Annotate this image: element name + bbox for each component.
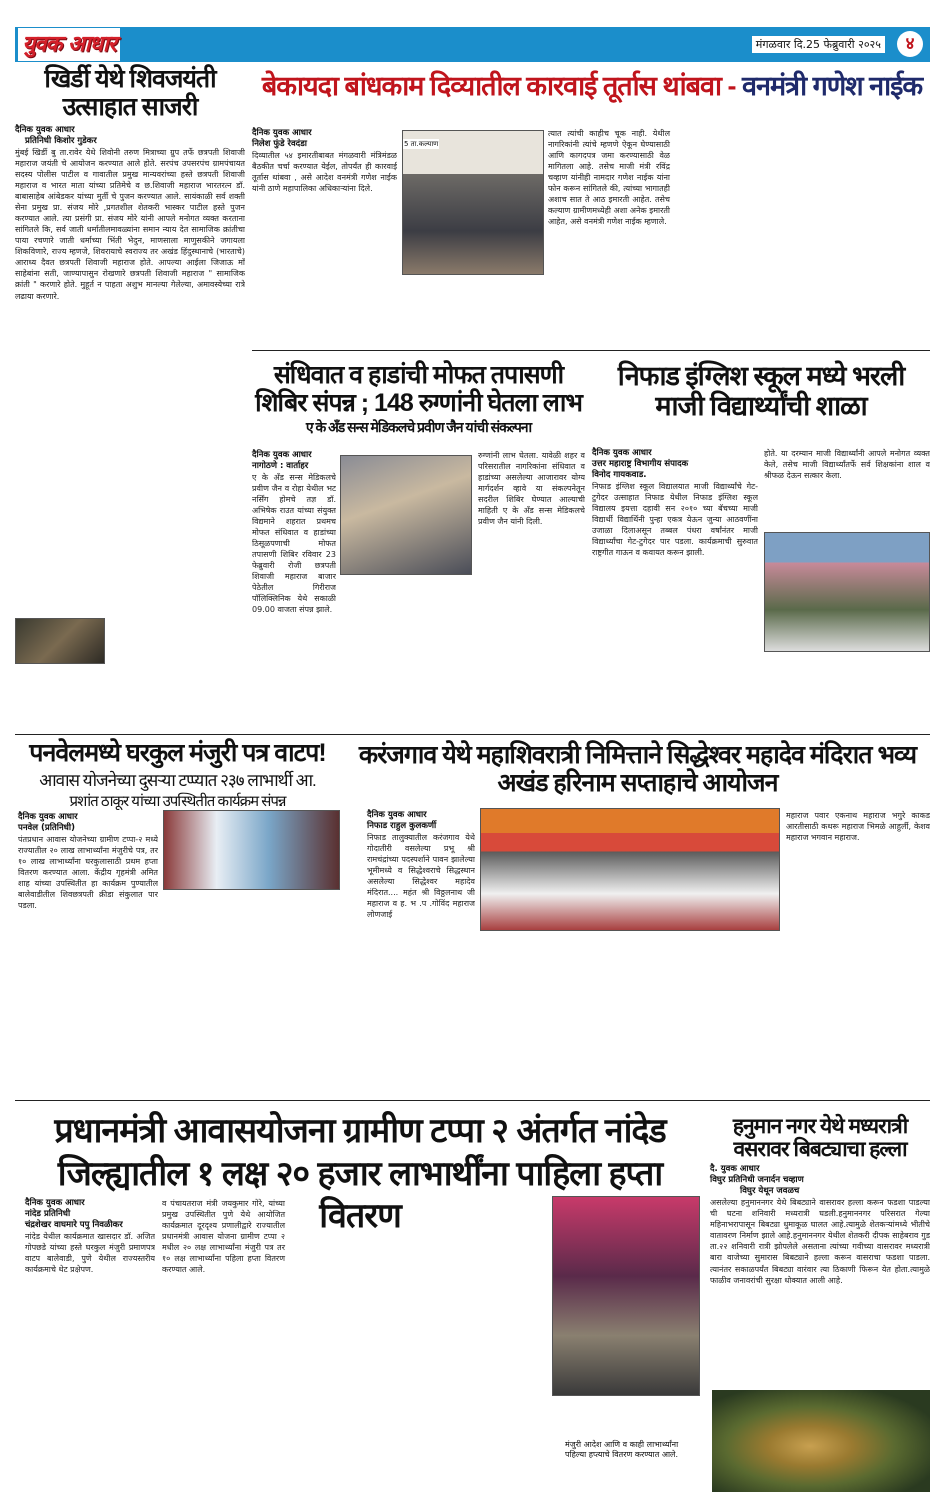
article-photo xyxy=(340,455,472,575)
article-body: रुग्णांनी लाभ घेतला. यावेळी शहर व परिसरातील नागरिकांना संधिवात व हाडांच्या असलेल्या आजारावर योग्य मार्गदर्शन व्हावे या संकल्पनेतून सदरील शिबिर घेण्यात आल्याची माहिती ए के अँड सन्स मेडिकलचे प्रवीण जैन यांनी दिली. xyxy=(478,451,585,527)
byline: दैनिक युवक आधार xyxy=(25,1198,85,1208)
article-body: दिव्यातील ५४ इमारतीबाबत मंगळवारी मंत्रिमंडळ बैठकीत चर्चा करण्यात येईल, तोपर्यंत ही कारवाई तूर्तास थांबवा , असे आदेश वनमंत्री गणेश नाईक यांनी ठाणे महापालिका अधिकाऱ्यांना दिले. xyxy=(252,151,397,194)
byline-reporter: चंद्रशेखर वाघमारे पपु निवळीकर xyxy=(25,1220,123,1231)
byline: दै. युवक आधार xyxy=(710,1164,760,1175)
byline-reporter: पनवेल (प्रतिनिधी) xyxy=(18,823,75,834)
byline: दैनिक युवक आधार xyxy=(367,810,427,820)
article-body: त्यात त्यांची काहीच चूक नाही. येथील नागरिकांनी त्यांचे म्हणणे ऐकून घेण्यासाठी आणि कागदपत्र जमा करण्यासाठी वेळ मागितला आहे. तसेच माजी मंत्री रविंद्र चव्हाण यांनीही नामदार गणेश नाईक यांना फोन करून सांगितले की, त्यांच्या भागातही अशाच सात ते आठ इमारती आहेत. तसेच कल्याण ग्रामीणमध्येही अशा अनेक इमारती आहेत, असे वनमंत्री गणेश नाईक म्हणाले. xyxy=(548,129,670,227)
article-body: होते. या दरम्यान माजी विद्यार्थ्यांनी आपले मनोगत व्यक्त केले, तसेच माजी विद्यार्थ्यांतर्फे सर्व शिक्षकांना शाल व श्रीफळ देऊन सत्कार केला. xyxy=(764,449,930,481)
article-photo xyxy=(552,1196,700,1396)
byline-place: विघुर येथून जवळच xyxy=(740,1186,800,1197)
byline-reporter: नागोठणे : वार्ताहर xyxy=(252,461,309,472)
article-body: नांदेड येथील कार्यक्रमात खासदार डॉ. अजित गोपछडे यांच्या हस्ते घरकुल मंजुरी प्रमाणपत्र वाटप बालेवाडी, पुणे येथील राज्यस्तरीय कार्यक्रमाचे थेट प्रक्षेपण. xyxy=(25,1232,155,1275)
article-nifad xyxy=(592,362,930,421)
article-body: व पंचायतराज मंत्री जयकुमार गोरे, यांच्या प्रमुख उपस्थितीत पुणे येथे आयोजित कार्यक्रमात दूरदृश्य प्रणालीद्वारे राज्यातील प्रधानमंत्री आवास योजना ग्रामीण टप्पा २ मधील २० लक्ष लाभार्थ्यांना मंजुरी पत्र तर १० लक्ष लाभार्थ्यांना पहिला हप्ता वितरण करण्यात आले. xyxy=(162,1199,285,1275)
panvel-col1 xyxy=(18,812,158,1099)
article-body: ए के अँड सन्स मेडिकलचे प्रवीण जैन व रोहा येथील भट नर्सिंग होमचे तज्ञ डॉ. अभिषेक राउत यांच्या संयुक्त विद्यमाने शहरात प्रथमच मोफत संधिवात व हाडांच्या ठिसूळपणाची मोफत तपासणी शिबिर रविवार 23 फेब्रुवारी रोजी छत्रपती शिवाजी महाराज बाजार पेठेतील गिरीराज पॉलिक्लिनिक येथे सकाळी 09.00 वाजता संपन्न झाले. xyxy=(252,473,336,615)
byline: दैनिक युवक आधार xyxy=(252,128,312,138)
page-number: ४ xyxy=(897,31,923,57)
camp-col1 xyxy=(252,450,336,697)
divider xyxy=(252,350,930,351)
nifad-col2 xyxy=(764,448,930,528)
article-body: निफाड तालुक्यातील करंजगाव येथे गोदातीरी वसलेल्या प्रभू श्री रामचंद्रांच्या पदस्पर्शाने पावन झालेल्या भूमीमध्ये व सिद्धेश्वराचे सिद्धस्थान असलेल्या सिद्धेश्वर महादेव मंदिरात.... महंत श्री विठ्ठलनाथ जी महाराज व ह. भ .प .गोविंद महाराज लोणजाई xyxy=(367,833,475,920)
article-khirdi xyxy=(15,66,245,664)
newspaper-logo: युवक आधार xyxy=(18,28,120,61)
headline-part: बेकायदा बांधकाम दिव्यातील कारवाई तूर्तास थांबवा - xyxy=(261,71,743,101)
article-photo xyxy=(163,810,340,890)
divider xyxy=(15,1100,930,1101)
byline: दैनिक युवक आधार xyxy=(252,450,312,460)
headline: प्रधानमंत्री आवासयोजना ग्रामीण टप्पा २ अंतर्गत नांदेड जिल्ह्यातील १ लक्ष २० हजार लाभार्थींना पाहिला हप्ता वितरण xyxy=(54,1112,666,1235)
byline-reporter: विघुर प्रतिनिधी जनार्दन चव्हाण xyxy=(710,1175,804,1186)
pmay-columns xyxy=(162,1198,547,1488)
article-panvel xyxy=(15,740,340,811)
article-diva xyxy=(252,128,397,335)
headline: करंजगाव येथे महाशिवरात्री निमित्ताने सिद्धेश्वर महादेव मंदिरात भव्य अखंड हरिनाम सप्ताहाचे आयोजन xyxy=(358,741,917,797)
article-camp xyxy=(252,362,585,435)
headline-diva xyxy=(252,72,932,102)
byline: दैनिक युवक आधार xyxy=(15,125,75,135)
camp-col3 xyxy=(478,450,585,728)
karanjgaon-col1 xyxy=(367,810,475,1097)
photo-banner-text: 5 ता.कल्याण xyxy=(404,140,439,148)
byline-reporter: प्रतिनिधी किशोर गुडेकर xyxy=(25,136,97,147)
divider xyxy=(15,734,930,735)
article-body: असलेल्या हनुमाननगर येथे बिबट्याने वासरावर हल्ला करून फडशा पाडल्या ची घटना शनिवारी मध्यरात्री घडली.हनुमाननगर परिसरात गेल्या महिनाभरापासून बिबट्या धुमाकूळ घालत आहे.त्यामुळे शेतकऱ्यांमध्ये भीतीचे वातावरण निर्माण झाले आहे.हनुमाननगर येथील शेतकरी दीपक साहेबराव गुड ता.२२ शनिवारी रात्री झोपलेले असताना त्यांच्या गवीच्या वासरावर मध्यरात्री बारा वाजेच्या सुमारास बिबट्याने हल्ला करून वासराचा फडशा पाडला. त्यानंतर सकाळपर्यंत बिबट्या वारंवार त्या ठिकाणी फिरून येत होता.त्यामुळे फाळीव जनावरांची सुरक्षा धोक्यात आली आहे. xyxy=(710,1198,930,1285)
byline-reporter: निलेश फुंडे रेवदंडा xyxy=(252,139,307,150)
pmay-col1 xyxy=(25,1198,155,1491)
byline-title: नांदेड प्रतिनिधी xyxy=(25,1209,71,1220)
photo-caption: मंजुरी आदेश आणि व काही लाभार्थ्यांना पहिल्या हप्त्याचे वितरण करण्यात आले. xyxy=(565,1440,679,1460)
subheadline: ए के अँड सन्स मेडिकलचे प्रवीण जैन यांची संकल्पना xyxy=(305,419,532,435)
karanjgaon-col-right xyxy=(786,810,930,1090)
byline: दैनिक युवक आधार xyxy=(592,448,652,458)
article-karanjgaon xyxy=(345,742,930,797)
article-body: महाराज पवार एकनाथ महाराज भगुरे काकड आरतीसाठी कथरू महाराज भिमळे आहुर्ली, केशव महाराज भगवान महाराज. xyxy=(786,811,930,843)
leopard-photo xyxy=(712,1390,930,1492)
article-body: निफाड इंग्लिश स्कूल विद्यालयात माजी विद्यार्थ्यांचे गेट-टुगेदर उत्साहात निफाड येथील निफाड इंग्लिश स्कूल विद्यालय इयत्ता दहावी सन २०१० च्या बॅचच्या माजी विद्यार्थी विद्यार्थिनी पुन्हा एकत्र येऊन जुन्या आठवणींना उजाळा दिलाअसून तब्बल पंधरा वर्षांनंतर माजी विद्यार्थ्यांचा गेट-टुगेदर पार पडला. कार्यक्रमाची सुरुवात राष्ट्रगीत गाऊन व कवायत करून झाली. xyxy=(592,482,758,558)
headline: हनुमान नगर येथे मध्यरात्री वसरावर बिबट्याचा हल्ला xyxy=(732,1115,908,1162)
article-photo xyxy=(764,532,930,652)
article-photo xyxy=(15,618,105,664)
byline: दैनिक युवक आधार xyxy=(18,812,78,822)
headline: खिर्डी येथे शिवजयंती उत्साहात साजरी xyxy=(44,65,216,121)
article-diva-columns xyxy=(548,128,930,343)
article-photo xyxy=(402,130,544,275)
article-photo xyxy=(480,808,780,931)
subheadline: आवास योजनेच्या दुसऱ्या टप्प्यात २३७ लाभार्थी आ. xyxy=(39,770,316,790)
article-body: पंतप्रधान आवास योजनेच्या ग्रामीण टप्पा-२ मध्ये राज्यातील २० लाख लाभार्थ्यांना मंजुरीचे पत्र, तर १० लाख लाभार्थ्यांना घरकुलासाठी प्रथम हप्ता वितरण करण्यात आला. केंद्रीय गृहमंत्री अमित शाह यांच्या उपस्थितीत हा कार्यक्रम पुण्यातील बालेवाडीतील शिवछत्रपती क्रीडा संकुलात पार पडला. xyxy=(18,835,158,911)
byline-title: उत्तर महाराष्ट्र विभागीय संपादक xyxy=(592,459,689,470)
headline: पनवेलमध्ये घरकुल मंजुरी पत्र वाटप! xyxy=(29,739,326,767)
byline-reporter: निफाड राहुल कुलकर्णी xyxy=(367,821,437,832)
headline-part: वनमंत्री गणेश नाईक xyxy=(742,71,923,101)
issue-date: मंगळवार दि.25 फेब्रुवारी २०२५ xyxy=(752,36,885,53)
article-hanuman xyxy=(710,1115,930,1392)
subheadline: प्रशांत ठाकूर यांच्या उपस्थितीत कार्यक्रम संपन्न xyxy=(69,793,286,811)
article-body: मुंबई खिर्डी बु ता.रावेर येथे शिवोनी तरुण मित्राच्या ग्रुप तर्फे छत्रपती शिवाजी महाराज जयंती चे आयोजन करण्यात आले होते. सरपंच उपसरपंच ग्रामपंचायत सदस्य पोलीस पाटील व गावातील प्रमुख मान्यवरांच्या हस्ते छत्रपती शिवाजी महाराज व भारत माता यांच्या प्रतिमेचे व छ.शिवाजी महाराज भारतरत्न डॉ. बाबासाहेब आंबेडकर यांच्या मुर्ती चे पुजन करण्यात आले. सायंकाळी सर्व शक्ती सेना प्रमुख प्रा. संजय मोरे ,प्रगतशील शेतकरी भास्कर पाटील हस्ते पुजन करण्यात आले. त्या प्रसंगी प्रा. संजय मोरे यांनी आपले मनोगत व्यक्त करताना सांगितले कि, सर्व जाती धर्मातीलमावळ्यांना समान न्याय देत सामाजिक क्रांतीचा पाया रचणारे जाती धर्माच्या भिंती भेदुन, माणसाला माणुसकीने जगायला शिकविणारे, राज्य म्हणजे, शिवरायाचे स्वराज्य तर अखंड हिंदुस्थानाचे (भारताचे) आराध्य दैवत छत्रपती शिवाजी महाराज होते. आपल्या आईला जिजाऊ माँ साहेबांना सती, जाण्यापासुन रोखणारे छत्रपती शिवाजी महाराज " सामाजिक क्रांती " करणारे होते. मुहूर्त न पाहता अशुभ मानल्या गेलेल्या, अमावस्येच्या रात्रे लढाया करणारे. xyxy=(15,148,245,301)
nifad-col1 xyxy=(592,448,758,721)
byline-reporter: विनोद गायकवाड. xyxy=(592,470,647,481)
headline: निफाड इंग्लिश स्कूल मध्ये भरली माजी विद्यार्थ्यांची शाळा xyxy=(617,361,905,421)
headline: संधिवात व हाडांची मोफत तपासणी शिबिर संपन्न ; 148 रुग्णांनी घेतला लाभ xyxy=(255,361,582,417)
